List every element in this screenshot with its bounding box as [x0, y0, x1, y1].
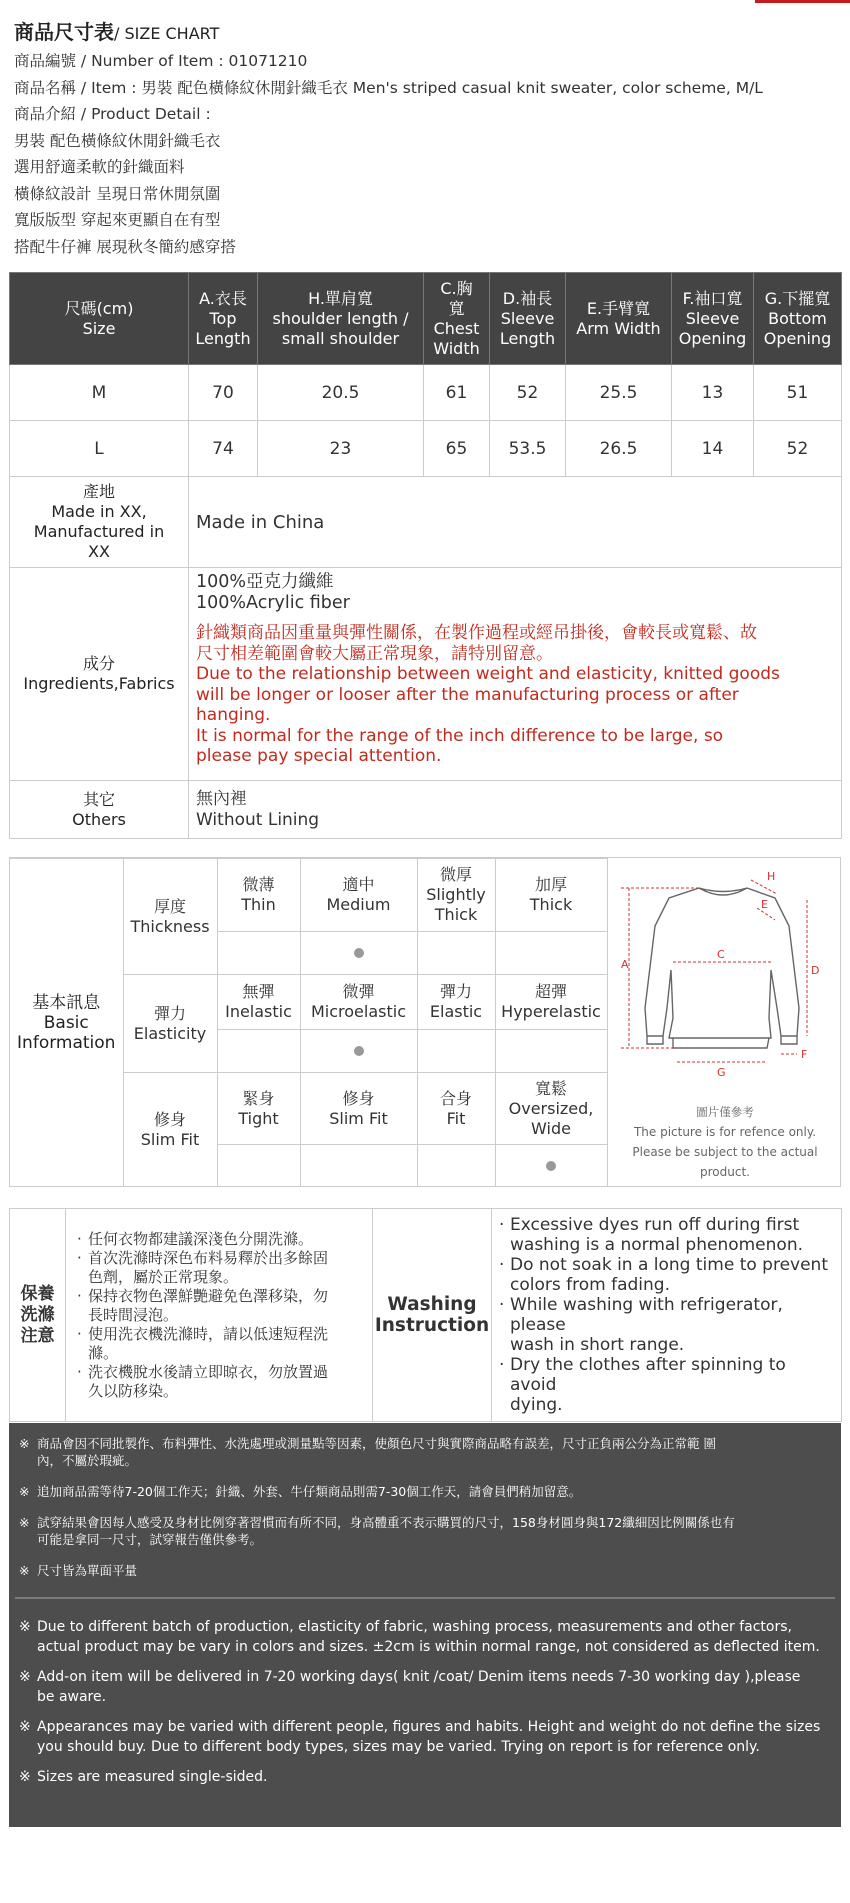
measure-cell: 25.5	[566, 365, 672, 421]
label-c: C	[717, 948, 725, 961]
measure-cell: 51	[754, 365, 842, 421]
header-chest-width: C.胸 寬 Chest Width	[424, 273, 490, 365]
elasticity-option-elastic: 彈力 Elastic	[417, 975, 495, 1030]
knit-notice-cn: 針織類商品因重量與彈性關係，在製作過程或經吊掛後，會較長或寬鬆、故 尺寸相差範圍會較大屬正常現象，請特別留意。	[196, 623, 757, 664]
list-item: · 任何衣物都建議深淺色分開洗滌。	[74, 1230, 362, 1249]
note-item: ※ 追加商品需等待7-20個工作天；針織、外套、牛仔類商品則需7-30個工作天，請會員們稍加留意。	[19, 1484, 582, 1499]
marker-cell	[417, 932, 495, 975]
basic-info-table	[10, 858, 608, 1187]
sweater-outline	[645, 888, 799, 1048]
header-sleeve-opening: F.袖口寬 Sleeve Opening	[672, 273, 754, 365]
note-item: ※ 商品會因不同批製作、布料彈性、水洗處理或測量點等因素，使顏色尺寸與實際商品略有誤差，尺寸正負兩公分為正常範 圍 內，不屬於瑕疵。	[19, 1436, 716, 1468]
marker-cell	[300, 1145, 417, 1187]
others-value: 無內裡 Without Lining	[189, 781, 842, 839]
measure-cell: 52	[754, 421, 842, 477]
measure-cell: 26.5	[566, 421, 672, 477]
measure-cell: 14	[672, 421, 754, 477]
elasticity-option-microelastic: 微彈 Microelastic	[300, 975, 417, 1030]
selected-dot	[546, 1161, 556, 1171]
notes-en	[9, 1599, 841, 1827]
washing-label-en: Washing Instruction	[373, 1209, 492, 1422]
measure-cell: 74	[189, 421, 258, 477]
thickness-option-thick: 加厚 Thick	[495, 859, 607, 932]
fabric-line: 100%亞克力纖維	[196, 572, 334, 592]
fit-option-fit: 合身 Fit	[417, 1073, 495, 1145]
note-item: ※ Sizes are measured single-sided.	[19, 1769, 268, 1785]
washing-label-cn: 保養 洗滌 注意	[10, 1209, 66, 1422]
origin-value: Made in China	[189, 477, 842, 568]
thickness-label: 厚度 Thickness	[123, 859, 217, 975]
figure-caption: 圖片僅參考 The picture is for refence only. Please be subject to the actual product.	[632, 1105, 818, 1179]
thickness-option-slightly-thick: 微厚 Slightly Thick	[417, 859, 495, 932]
marker-cell	[217, 1145, 300, 1187]
washing-instructions-en	[492, 1209, 842, 1422]
size-cell: L	[10, 421, 189, 477]
list-item: · Do not soak in a long time to prevent colors from fading.	[496, 1255, 835, 1295]
fabric-line: 100%Acrylic fiber	[196, 592, 350, 613]
detail-line: 男裝 配色橫條紋休閒針織毛衣	[14, 131, 221, 150]
label-a: A	[621, 958, 629, 971]
detail-line: 橫條紋設計 呈現日常休閒氛圍	[14, 184, 221, 203]
list-item: · While washing with refrigerator, please wash in short range.	[496, 1295, 835, 1355]
notes-panel	[9, 1423, 841, 1827]
measure-cell: 70	[189, 365, 258, 421]
washing-instructions-cn	[66, 1209, 373, 1422]
marker-cell	[217, 932, 300, 975]
header-size: 尺碼(cm) Size	[10, 273, 189, 365]
others-label: 其它 Others	[10, 781, 189, 839]
fit-option-oversized: 寬鬆 Oversized, Wide	[495, 1073, 607, 1145]
marker-cell	[300, 1030, 417, 1073]
header-sleeve-length: D.袖長 Sleeve Length	[490, 273, 566, 365]
fit-label: 修身 Slim Fit	[123, 1073, 217, 1187]
size-table	[9, 272, 842, 839]
origin-label: 產地 Made in XX, Manufactured in XX	[10, 477, 189, 568]
measure-cell: 13	[672, 365, 754, 421]
list-item: · Dry the clothes after spinning to avoid dying.	[496, 1355, 835, 1415]
list-item: · 保持衣物色澤鮮艷避免色澤移染，勿 長時間浸泡。	[74, 1287, 362, 1325]
marker-cell	[495, 1145, 607, 1187]
header-bottom-opening: G.下擺寬 Bottom Opening	[754, 273, 842, 365]
size-table-header	[10, 273, 842, 365]
selected-dot	[354, 948, 364, 958]
item-name: 商品名稱 / Item : 男裝 配色橫條紋休閒針織毛衣 Men's striped casual knit sweater, color scheme, M/L	[14, 78, 763, 97]
marker-cell	[417, 1030, 495, 1073]
measure-cell: 23	[258, 421, 424, 477]
fit-option-tight: 緊身 Tight	[217, 1073, 300, 1145]
label-e: E	[761, 898, 768, 911]
sweater-diagram-svg	[607, 858, 840, 1098]
header-top-length: A.衣長 Top Length	[189, 273, 258, 365]
basic-info-panel	[9, 857, 841, 1187]
washing-table	[9, 1208, 842, 1422]
elasticity-option-inelastic: 無彈 Inelastic	[217, 975, 300, 1030]
ingredients-value	[189, 568, 842, 781]
elasticity-option-hyperelastic: 超彈 Hyperelastic	[495, 975, 607, 1030]
fit-option-slim-fit: 修身 Slim Fit	[300, 1073, 417, 1145]
thickness-option-medium: 適中 Medium	[300, 859, 417, 932]
label-h: H	[767, 870, 776, 883]
list-item: · 使用洗衣機洗滌時，請以低速短程洗 滌。	[74, 1325, 362, 1363]
others-row	[10, 781, 842, 839]
list-item: · 洗衣機脫水後請立即晾衣，勿放置過 久以防移染。	[74, 1363, 362, 1401]
note-item: ※ 尺寸皆為單面平量	[19, 1563, 138, 1578]
detail-line: 寬版版型 穿起來更顯自在有型	[14, 211, 221, 229]
marker-cell	[495, 1030, 607, 1073]
product-header	[14, 18, 844, 260]
list-item: · Excessive dyes run off during first washing is a normal phenomenon.	[496, 1215, 835, 1255]
thickness-option-thin: 微薄 Thin	[217, 859, 300, 932]
header-arm-width: E.手臂寬 Arm Width	[566, 273, 672, 365]
item-number: 商品編號 / Number of Item : 01071210	[14, 52, 308, 70]
header-shoulder: H.單肩寬 shoulder length / small shoulder	[258, 273, 424, 365]
basic-info-label: 基本訊息 Basic Information	[10, 859, 123, 1187]
ingredients-row	[10, 568, 842, 781]
measure-cell: 53.5	[490, 421, 566, 477]
size-cell: M	[10, 365, 189, 421]
label-g: G	[717, 1066, 726, 1079]
list-item: · 首次洗滌時深色布料易釋於出多餘固 色劑，屬於正常現象。	[74, 1249, 362, 1287]
top-accent-bar	[755, 0, 850, 3]
label-f: F	[801, 1048, 808, 1061]
measure-cell: 61	[424, 365, 490, 421]
origin-row	[10, 477, 842, 568]
note-item: ※ Due to different batch of production, elasticity of fabric, washing process, measurements and other factors, actual product may be vary in colors and sizes. ±2cm is within normal range, not considered as deflected item.	[19, 1619, 820, 1655]
note-item: ※ 試穿結果會因每人感受及身材比例穿著習慣而有所不同，身高體重不表示購買的尺寸，158身材圓身與172纖細因比例關係也有 可能是拿同一尺寸，試穿報告僅供參考。	[19, 1515, 735, 1547]
ingredients-label: 成分 Ingredients,Fabrics	[10, 568, 189, 781]
marker-cell	[217, 1030, 300, 1073]
marker-cell	[300, 932, 417, 975]
elasticity-label: 彈力 Elasticity	[123, 975, 217, 1073]
table-row	[10, 421, 842, 477]
selected-dot	[354, 1046, 364, 1056]
note-item: ※ Appearances may be varied with different people, figures and habits. Height and weight do not define the sizes you should buy. Due to different body types, sizes may be varied. Trying on report is for reference only.	[19, 1719, 821, 1755]
sweater-measure-diagram	[607, 858, 840, 1186]
knit-notice-en: Due to the relationship between weight and elasticity, knitted goods will be longer or looser after the manufacturing process or after hanging. It is normal for the range of the inch difference to be large, so please pay special attention.	[196, 664, 780, 766]
page-title: 商品尺寸表/ SIZE CHART	[14, 20, 220, 44]
table-row	[10, 365, 842, 421]
note-item: ※ Add-on item will be delivered in 7-20 working days( knit /coat/ Denim items needs 7-30 working day ),please be aware.	[19, 1669, 801, 1705]
detail-heading: 商品介紹 / Product Detail :	[14, 105, 211, 123]
detail-line: 搭配牛仔褲 展現秋冬簡約感穿搭	[14, 237, 236, 256]
marker-cell	[417, 1145, 495, 1187]
label-d: D	[811, 964, 820, 977]
measure-cell: 20.5	[258, 365, 424, 421]
measure-cell: 65	[424, 421, 490, 477]
detail-line: 選用舒適柔軟的針織面料	[14, 158, 185, 176]
measure-cell: 52	[490, 365, 566, 421]
marker-cell	[495, 932, 607, 975]
notes-cn	[9, 1423, 841, 1597]
